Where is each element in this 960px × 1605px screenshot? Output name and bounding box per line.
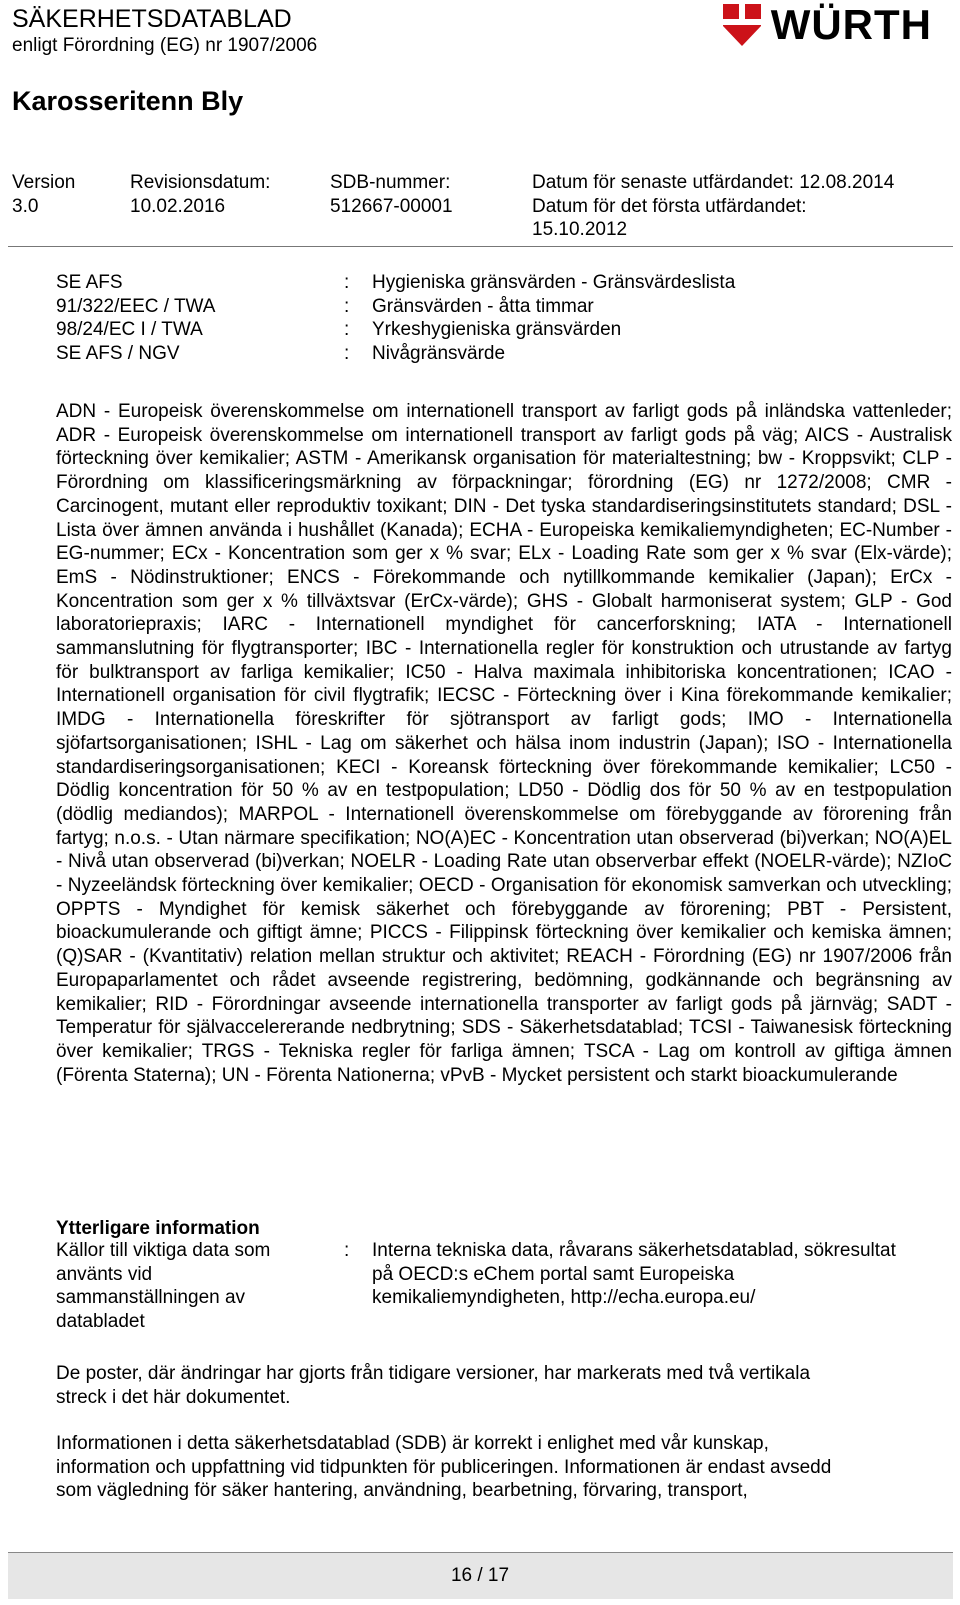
- brand-name: WÜRTH: [770, 1, 932, 48]
- document-type-title: SÄKERHETSDATABLAD: [12, 5, 292, 33]
- abbreviations-paragraph: ADN - Europeisk överenskommelse om internationell transport av farligt gods på inländska vattenleder; ADR - Europeisk överenskommelse om internationell transport av farligt gods på väg; AICS - Australisk förteckning över kemikalier; ASTM - Amerikansk organisation för materialtestning; bw - Kroppsvikt; CLP - Förordning om klassificeringsmärkning av förpackningar; förordning (EG) nr 1272/2008; CMR - Carcinogent, mutant eller reproduktiv toxikant; DIN - Det tyska standardiseringsinstitutets standard; DSL - Lista över ämnen använda i hushållet (Kanada); ECHA - Europeiska kemikaliemyndigheten; EC-Number - EG-nummer; ECx - Koncentration som ger x % svar; ELx - Loading Rate som ger x % svar (Elx-värde); EmS - Nödinstruktioner; ENCS - Förekommande och nytillkommande kemikalier (Japan); ErCx - Koncentration som ger x % tillväxtsvar (ErCx-värde); GHS - Globalt harmoniserat system; GLP - God laboratoriepraxis; IARC - Internationell myndighet för cancerforskning; IATA - Internationell sammanslutning för flygtransporter; IBC - Internationella regler för konstruktion och utrustande av fartyg för bulktransport av farliga kemikalier; IC50 - Halva maximala inhibitoriska koncentrationen; ICAO - Internationell organisation för civil flygtrafik; IECSC - Förteckning över i Kina förekommande kemikalier; IMDG - Internationella föreskrifter för sjötransport av farligt gods; IMO - Internationella sjöfartsorganisationen; ISHL - Lag om säkerhet och hälsa inom industrin (Japan); ISO - Internationella standardiseringsorganisationen; KECI - Koreansk förteckning över förekommande kemikalier; LC50 - Dödlig koncentration för 50 % av en testpopulation; LD50 - Dödlig dos för 50 % av en testpopulation (dödlig mediandos); MARPOL - Internationell överenskommelse om förebyggande av förorening från fartyg; n.o.s. - Utan närmare specifikation; NO(A)EC - Koncentration utan observerad (bi)verkan; NO(A)EL - Nivå utan observerad (bi)verkan; NOELR - Loading Rate utan observerbar effekt (NOELR-värde); NZIoC - Nyzeeländsk förteckning över kemikalier; OECD - Organisation för ekonomisk samverkan och utveckling; OPPTS - Myndighet för kemisk säkerhet och förebyggande av förorening; PBT - Persistent, bioackumulerande och giftigt ämne; PICCS - Filippinsk förteckning över kemikalier och kemiska ämnen; (Q)SAR - (Kvantitativ) relation mellan struktur och aktivitet; REACH - Förordning (EG) nr 1907/2006 från Europaparlamentet och rådet avseende registrering, bedömning, godkännande och begränsning av kemikalier; RID - Förordningar avseende internationella transporter av farligt gods på järnväg; SADT - Temperatur för självaccelererande nedbrytning; SDS - Säkerhetsdatablad; TCSI - Taiwanesisk förteckning över kemikalier; TRGS - Tekniska regler för farliga ämnen; TSCA - Lag om kontroll av giftiga ämnen (Förenta Staterna); UN - Förenta Nationerna; vPvB - Mycket persistent och starkt bioackumulerande: [56, 401, 952, 1086]
- wurth-emblem-icon: [719, 2, 765, 48]
- note-line: Informationen i detta säkerhetsdatablad (SDB) är korrekt i enlighet med vår kunskap,: [56, 1433, 769, 1454]
- abbr-row: [0, 342, 960, 366]
- note-line: De poster, där ändringar har gjorts från tidigare versioner, har markerats med två vertikala: [56, 1363, 811, 1384]
- revision-label: Revisionsdatum:: [130, 172, 271, 193]
- page-number: 16 / 17: [450, 1565, 510, 1586]
- sources-value-line: på OECD:s eChem portal samt Europeiska: [372, 1263, 735, 1285]
- version-value: 3.0: [12, 196, 39, 217]
- note-line: streck i det här dokumentet.: [56, 1386, 291, 1408]
- abbr-colon: :: [344, 296, 350, 317]
- sources-value: [372, 1239, 952, 1310]
- abbr-row: [0, 295, 960, 319]
- abbr-key: SE AFS: [56, 272, 123, 293]
- note-line: information och uppfattning vid tidpunkten för publiceringen. Informationen är endast avsedd: [56, 1456, 832, 1478]
- product-name: Karosseritenn Bly: [12, 86, 244, 116]
- regulation-subtitle: enligt Förordning (EG) nr 1907/2006: [12, 35, 318, 56]
- abbr-value: Yrkeshygieniska gränsvärden: [372, 319, 622, 340]
- sdb-label: SDB-nummer:: [330, 172, 451, 193]
- wurth-logo: [719, 0, 932, 50]
- sources-label-line: Källor till viktiga data som: [56, 1240, 271, 1261]
- first-issue-label: Datum för det första utfärdandet:: [532, 196, 807, 217]
- sources-label-line: sammanställningen av: [56, 1287, 246, 1309]
- abbr-row: [0, 318, 960, 342]
- revision-value: 10.02.2016: [130, 196, 226, 217]
- note-line: som vägledning för säker hantering, användning, bearbetning, förvaring, transport,: [56, 1480, 748, 1502]
- sources-value-line: Interna tekniska data, råvarans säkerhetsdatablad, sökresultat: [372, 1240, 896, 1261]
- latest-issue-date: Datum för senaste utfärdandet: 12.08.2014: [532, 172, 895, 193]
- abbr-key: 98/24/EC I / TWA: [56, 319, 203, 340]
- sources-value-line: kemikaliemyndigheten, http://echa.europa.eu/: [372, 1287, 756, 1309]
- abbr-value: Hygieniska gränsvärden - Gränsvärdeslista: [372, 272, 736, 293]
- sources-label: [56, 1239, 306, 1334]
- abbr-value: Gränsvärden - åtta timmar: [372, 296, 594, 317]
- abbr-colon: :: [344, 272, 350, 293]
- revision-marker-note: [56, 1362, 936, 1409]
- version-label: Version: [12, 172, 76, 193]
- abbr-colon: :: [344, 343, 350, 364]
- abbr-row: [0, 271, 960, 295]
- abbr-value: Nivågränsvärde: [372, 343, 506, 364]
- header-divider: [8, 246, 953, 247]
- abbr-key: 91/322/EEC / TWA: [56, 296, 216, 317]
- sources-label-line: databladet: [56, 1311, 145, 1333]
- disclaimer-note: [56, 1432, 936, 1503]
- abbr-key: SE AFS / NGV: [56, 343, 180, 364]
- sources-colon: :: [344, 1240, 350, 1261]
- further-info-heading: Ytterligare information: [56, 1218, 260, 1239]
- abbr-colon: :: [344, 319, 350, 340]
- sdb-value: 512667-00001: [330, 196, 453, 217]
- first-issue-value: 15.10.2012: [532, 219, 628, 240]
- sources-label-line: använts vid: [56, 1263, 153, 1285]
